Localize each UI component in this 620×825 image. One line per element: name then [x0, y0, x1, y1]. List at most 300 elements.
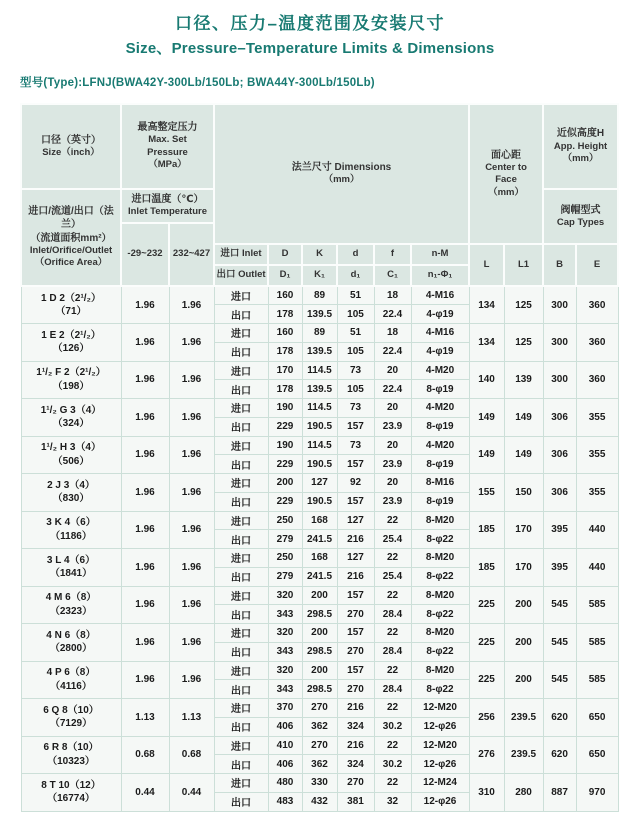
L-cell: 149 — [469, 436, 504, 474]
header-center-to-face: 面心距 Center to Face （mm） — [469, 104, 543, 244]
inlet-f-cell: 22 — [374, 549, 411, 568]
outlet-label-cell: 出口 — [214, 455, 268, 474]
header-col-K1: K₁ — [302, 265, 337, 286]
pressure-range1-cell: 1.13 — [121, 699, 169, 737]
outlet-label-cell: 出口 — [214, 680, 268, 699]
outlet-label-cell: 出口 — [214, 567, 268, 586]
row-inlet — [21, 736, 618, 755]
outlet-label-cell: 出口 — [214, 530, 268, 549]
L1-cell: 149 — [504, 399, 543, 437]
pressure-range2-cell: 1.96 — [169, 286, 214, 324]
inlet-f-cell: 20 — [374, 399, 411, 418]
row-inlet — [21, 474, 618, 493]
header-size: 口径（英寸） Size（inch） — [21, 104, 121, 189]
E-cell: 360 — [576, 286, 618, 324]
outlet-label-cell: 出口 — [214, 305, 268, 324]
pressure-range2-cell: 1.96 — [169, 511, 214, 549]
inlet-label-cell: 进口 — [214, 736, 268, 755]
B-cell: 620 — [543, 736, 576, 774]
B-cell: 300 — [543, 286, 576, 324]
outlet-col1-cell: 241.5 — [302, 567, 337, 586]
inlet-d-cell: 270 — [337, 774, 374, 793]
L-cell: 256 — [469, 699, 504, 737]
outlet-col1-cell: 298.5 — [302, 605, 337, 624]
size-cell: 6 R 8（10） （10323） — [21, 736, 121, 774]
outlet-col4-cell: 8-φ22 — [411, 530, 469, 549]
outlet-col3-cell: 23.9 — [374, 455, 411, 474]
pressure-range2-cell: 1.13 — [169, 699, 214, 737]
L1-cell: 239.5 — [504, 699, 543, 737]
inlet-f-cell: 22 — [374, 661, 411, 680]
pressure-range2-cell: 1.96 — [169, 661, 214, 699]
L1-cell: 200 — [504, 661, 543, 699]
header-app-height: 近似高度H App. Height （mm） — [543, 104, 618, 189]
L-cell: 140 — [469, 361, 504, 399]
outlet-col1-cell: 432 — [302, 792, 337, 811]
inlet-d-cell: 92 — [337, 474, 374, 493]
inlet-n-M-cell: 4-M20 — [411, 436, 469, 455]
outlet-col4-cell: 4-φ19 — [411, 342, 469, 361]
outlet-col0-cell: 229 — [268, 492, 302, 511]
header-col-K: K — [302, 244, 337, 265]
inlet-K-cell: 270 — [302, 736, 337, 755]
header-col-B: B — [543, 244, 576, 286]
L1-cell: 125 — [504, 324, 543, 362]
inlet-f-cell: 22 — [374, 624, 411, 643]
outlet-col1-cell: 190.5 — [302, 455, 337, 474]
pressure-range2-cell: 1.96 — [169, 361, 214, 399]
pressure-range2-cell: 1.96 — [169, 399, 214, 437]
inlet-D-cell: 480 — [268, 774, 302, 793]
header-inlet-label: 进口 Inlet — [214, 244, 268, 265]
outlet-col2-cell: 216 — [337, 530, 374, 549]
inlet-K-cell: 270 — [302, 699, 337, 718]
B-cell: 395 — [543, 549, 576, 587]
outlet-col2-cell: 381 — [337, 792, 374, 811]
pressure-range1-cell: 1.96 — [121, 624, 169, 662]
inlet-n-M-cell: 4-M20 — [411, 399, 469, 418]
E-cell: 650 — [576, 699, 618, 737]
outlet-col1-cell: 139.5 — [302, 342, 337, 361]
size-cell: 1¹/₂ F 2（2¹/₂） （198） — [21, 361, 121, 399]
outlet-col4-cell: 12-φ26 — [411, 755, 469, 774]
L-cell: 185 — [469, 549, 504, 587]
inlet-label-cell: 进口 — [214, 324, 268, 343]
inlet-label-cell: 进口 — [214, 436, 268, 455]
outlet-col3-cell: 30.2 — [374, 717, 411, 736]
B-cell: 887 — [543, 774, 576, 812]
outlet-col0-cell: 178 — [268, 380, 302, 399]
pressure-range2-cell: 0.68 — [169, 736, 214, 774]
outlet-col2-cell: 105 — [337, 380, 374, 399]
header-flange-dimensions: 法兰尺寸 Dimensions （mm） — [214, 104, 469, 244]
inlet-d-cell: 51 — [337, 286, 374, 305]
inlet-D-cell: 370 — [268, 699, 302, 718]
inlet-D-cell: 190 — [268, 399, 302, 418]
row-inlet — [21, 511, 618, 530]
outlet-col1-cell: 298.5 — [302, 680, 337, 699]
inlet-D-cell: 160 — [268, 286, 302, 305]
header-inlet-temperature: 进口温度（℃） Inlet Temperature — [121, 189, 214, 223]
E-cell: 360 — [576, 324, 618, 362]
outlet-col0-cell: 229 — [268, 417, 302, 436]
pressure-range1-cell: 1.96 — [121, 586, 169, 624]
inlet-d-cell: 127 — [337, 511, 374, 530]
outlet-col1-cell: 241.5 — [302, 530, 337, 549]
inlet-f-cell: 20 — [374, 474, 411, 493]
pressure-range1-cell: 1.96 — [121, 661, 169, 699]
L1-cell: 200 — [504, 624, 543, 662]
outlet-col2-cell: 105 — [337, 342, 374, 361]
inlet-label-cell: 进口 — [214, 774, 268, 793]
L1-cell: 280 — [504, 774, 543, 812]
outlet-col2-cell: 216 — [337, 567, 374, 586]
row-inlet — [21, 399, 618, 418]
B-cell: 545 — [543, 661, 576, 699]
L1-cell: 125 — [504, 286, 543, 324]
inlet-d-cell: 157 — [337, 661, 374, 680]
pressure-range2-cell: 1.96 — [169, 324, 214, 362]
outlet-col0-cell: 343 — [268, 642, 302, 661]
table-header — [21, 104, 618, 286]
row-inlet — [21, 699, 618, 718]
B-cell: 545 — [543, 624, 576, 662]
inlet-label-cell: 进口 — [214, 361, 268, 380]
outlet-col2-cell: 157 — [337, 417, 374, 436]
L-cell: 276 — [469, 736, 504, 774]
size-cell: 1¹/₂ H 3（4） （506） — [21, 436, 121, 474]
outlet-col3-cell: 23.9 — [374, 417, 411, 436]
inlet-K-cell: 200 — [302, 624, 337, 643]
inlet-K-cell: 89 — [302, 286, 337, 305]
header-cap-types: 阀帽型式 Cap Types — [543, 189, 618, 244]
E-cell: 355 — [576, 474, 618, 512]
E-cell: 585 — [576, 586, 618, 624]
size-cell: 1 E 2（2¹/₂） （126） — [21, 324, 121, 362]
inlet-d-cell: 73 — [337, 361, 374, 380]
inlet-label-cell: 进口 — [214, 699, 268, 718]
B-cell: 306 — [543, 436, 576, 474]
outlet-col1-cell: 298.5 — [302, 642, 337, 661]
type-line: 型号(Type):LFNJ(BWA42Y-300Lb/150Lb; BWA44Y-300Lb/150Lb) — [20, 77, 375, 89]
inlet-label-cell: 进口 — [214, 511, 268, 530]
outlet-col0-cell: 229 — [268, 455, 302, 474]
outlet-col2-cell: 270 — [337, 680, 374, 699]
inlet-n-M-cell: 8-M20 — [411, 624, 469, 643]
inlet-d-cell: 73 — [337, 436, 374, 455]
outlet-label-cell: 出口 — [214, 492, 268, 511]
pressure-range2-cell: 1.96 — [169, 624, 214, 662]
outlet-col3-cell: 32 — [374, 792, 411, 811]
L-cell: 185 — [469, 511, 504, 549]
row-inlet — [21, 436, 618, 455]
inlet-d-cell: 51 — [337, 324, 374, 343]
outlet-col2-cell: 270 — [337, 605, 374, 624]
inlet-K-cell: 168 — [302, 511, 337, 530]
B-cell: 545 — [543, 586, 576, 624]
outlet-col0-cell: 343 — [268, 605, 302, 624]
outlet-col3-cell: 28.4 — [374, 642, 411, 661]
title-en: Size、Pressure–Temperature Limits & Dimensions — [125, 40, 495, 57]
inlet-f-cell: 22 — [374, 774, 411, 793]
inlet-f-cell: 20 — [374, 436, 411, 455]
outlet-col0-cell: 483 — [268, 792, 302, 811]
inlet-K-cell: 114.5 — [302, 436, 337, 455]
header-col-L: L — [469, 244, 504, 286]
table-body — [21, 286, 618, 811]
L-cell: 155 — [469, 474, 504, 512]
outlet-col1-cell: 139.5 — [302, 380, 337, 399]
outlet-col0-cell: 178 — [268, 342, 302, 361]
header-col-E: E — [576, 244, 618, 286]
outlet-col2-cell: 324 — [337, 717, 374, 736]
L1-cell: 150 — [504, 474, 543, 512]
inlet-f-cell: 18 — [374, 286, 411, 305]
inlet-K-cell: 127 — [302, 474, 337, 493]
outlet-label-cell: 出口 — [214, 792, 268, 811]
outlet-col1-cell: 190.5 — [302, 417, 337, 436]
header-temp-range-1: -29~232 — [121, 223, 169, 286]
outlet-col4-cell: 8-φ22 — [411, 680, 469, 699]
outlet-col3-cell: 28.4 — [374, 605, 411, 624]
page-title — [0, 0, 620, 58]
size-cell: 1 D 2（2¹/₂） （71） — [21, 286, 121, 324]
inlet-f-cell: 22 — [374, 699, 411, 718]
outlet-label-cell: 出口 — [214, 605, 268, 624]
inlet-f-cell: 22 — [374, 586, 411, 605]
header-outlet-label: 出口 Outlet — [214, 265, 268, 286]
inlet-label-cell: 进口 — [214, 586, 268, 605]
row-inlet — [21, 624, 618, 643]
inlet-D-cell: 320 — [268, 586, 302, 605]
inlet-n-M-cell: 12-M20 — [411, 736, 469, 755]
size-cell: 8 T 10（12） （16774） — [21, 774, 121, 812]
inlet-D-cell: 320 — [268, 624, 302, 643]
inlet-n-M-cell: 8-M20 — [411, 661, 469, 680]
E-cell: 355 — [576, 399, 618, 437]
pressure-range1-cell: 1.96 — [121, 511, 169, 549]
outlet-col3-cell: 23.9 — [374, 492, 411, 511]
outlet-col2-cell: 105 — [337, 305, 374, 324]
inlet-n-M-cell: 8-M16 — [411, 474, 469, 493]
L-cell: 149 — [469, 399, 504, 437]
pressure-range1-cell: 1.96 — [121, 361, 169, 399]
inlet-K-cell: 168 — [302, 549, 337, 568]
outlet-col1-cell: 139.5 — [302, 305, 337, 324]
B-cell: 395 — [543, 511, 576, 549]
outlet-col4-cell: 8-φ19 — [411, 380, 469, 399]
E-cell: 360 — [576, 361, 618, 399]
E-cell: 970 — [576, 774, 618, 812]
L-cell: 225 — [469, 661, 504, 699]
inlet-n-M-cell: 4-M16 — [411, 286, 469, 305]
inlet-D-cell: 410 — [268, 736, 302, 755]
outlet-col4-cell: 4-φ19 — [411, 305, 469, 324]
inlet-n-M-cell: 4-M16 — [411, 324, 469, 343]
outlet-col4-cell: 8-φ19 — [411, 492, 469, 511]
pressure-range2-cell: 1.96 — [169, 474, 214, 512]
inlet-D-cell: 250 — [268, 511, 302, 530]
inlet-n-M-cell: 8-M20 — [411, 511, 469, 530]
L1-cell: 239.5 — [504, 736, 543, 774]
header-col-D1: D₁ — [268, 265, 302, 286]
header-col-d1: d₁ — [337, 265, 374, 286]
title-zh: 口径、压力–温度范围及安装尺寸 — [175, 14, 445, 33]
row-inlet — [21, 286, 618, 305]
outlet-col4-cell: 8-φ22 — [411, 642, 469, 661]
outlet-label-cell: 出口 — [214, 717, 268, 736]
outlet-label-cell: 出口 — [214, 417, 268, 436]
size-cell: 3 K 4（6） （1186） — [21, 511, 121, 549]
row-inlet — [21, 774, 618, 793]
inlet-D-cell: 250 — [268, 549, 302, 568]
L-cell: 310 — [469, 774, 504, 812]
outlet-col2-cell: 157 — [337, 455, 374, 474]
inlet-label-cell: 进口 — [214, 286, 268, 305]
L1-cell: 139 — [504, 361, 543, 399]
E-cell: 585 — [576, 661, 618, 699]
inlet-n-M-cell: 12-M20 — [411, 699, 469, 718]
outlet-col4-cell: 12-φ26 — [411, 792, 469, 811]
header-col-D: D — [268, 244, 302, 265]
size-cell: 6 Q 8（10） （7129） — [21, 699, 121, 737]
inlet-d-cell: 73 — [337, 399, 374, 418]
inlet-d-cell: 157 — [337, 624, 374, 643]
inlet-label-cell: 进口 — [214, 474, 268, 493]
inlet-d-cell: 216 — [337, 699, 374, 718]
L1-cell: 170 — [504, 511, 543, 549]
header-inlet-orifice-outlet: 进口/流道/出口（法兰） （流道面积mm²） Inlet/Orifice/Outlet （Orifice Area） — [21, 189, 121, 286]
L1-cell: 149 — [504, 436, 543, 474]
outlet-col2-cell: 270 — [337, 642, 374, 661]
header-max-set-pressure: 最高整定压力 Max. Set Pressure （MPa） — [121, 104, 214, 189]
pressure-range1-cell: 1.96 — [121, 286, 169, 324]
L-cell: 134 — [469, 286, 504, 324]
pressure-range2-cell: 0.44 — [169, 774, 214, 812]
row-inlet — [21, 361, 618, 380]
outlet-col4-cell: 8-φ22 — [411, 567, 469, 586]
L-cell: 134 — [469, 324, 504, 362]
inlet-K-cell: 114.5 — [302, 399, 337, 418]
header-col-nM: n-M — [411, 244, 469, 265]
outlet-col2-cell: 157 — [337, 492, 374, 511]
outlet-col3-cell: 25.4 — [374, 530, 411, 549]
inlet-n-M-cell: 8-M20 — [411, 586, 469, 605]
outlet-col0-cell: 178 — [268, 305, 302, 324]
L-cell: 225 — [469, 624, 504, 662]
header-col-n1phi1: n₁-Φ₁ — [411, 265, 469, 286]
outlet-col1-cell: 362 — [302, 717, 337, 736]
outlet-col4-cell: 8-φ19 — [411, 455, 469, 474]
size-cell: 2 J 3（4） （830） — [21, 474, 121, 512]
outlet-col3-cell: 30.2 — [374, 755, 411, 774]
B-cell: 306 — [543, 474, 576, 512]
row-inlet — [21, 549, 618, 568]
inlet-K-cell: 114.5 — [302, 361, 337, 380]
pressure-range1-cell: 1.96 — [121, 436, 169, 474]
inlet-f-cell: 18 — [374, 324, 411, 343]
outlet-col0-cell: 279 — [268, 530, 302, 549]
L1-cell: 200 — [504, 586, 543, 624]
inlet-label-cell: 进口 — [214, 549, 268, 568]
B-cell: 300 — [543, 324, 576, 362]
inlet-K-cell: 330 — [302, 774, 337, 793]
header-col-f: f — [374, 244, 411, 265]
header-temp-range-2: 232~427 — [169, 223, 214, 286]
B-cell: 306 — [543, 399, 576, 437]
outlet-label-cell: 出口 — [214, 380, 268, 399]
pressure-range1-cell: 1.96 — [121, 399, 169, 437]
outlet-label-cell: 出口 — [214, 342, 268, 361]
outlet-col3-cell: 28.4 — [374, 680, 411, 699]
pressure-range1-cell: 1.96 — [121, 549, 169, 587]
spec-table — [20, 103, 619, 812]
inlet-D-cell: 320 — [268, 661, 302, 680]
outlet-col3-cell: 22.4 — [374, 342, 411, 361]
outlet-col3-cell: 22.4 — [374, 380, 411, 399]
inlet-label-cell: 进口 — [214, 399, 268, 418]
inlet-d-cell: 216 — [337, 736, 374, 755]
inlet-D-cell: 160 — [268, 324, 302, 343]
inlet-f-cell: 22 — [374, 511, 411, 530]
outlet-label-cell: 出口 — [214, 755, 268, 774]
outlet-col4-cell: 12-φ26 — [411, 717, 469, 736]
inlet-n-M-cell: 12-M24 — [411, 774, 469, 793]
pressure-range1-cell: 1.96 — [121, 474, 169, 512]
size-cell: 3 L 4（6） （1841） — [21, 549, 121, 587]
header-col-d: d — [337, 244, 374, 265]
header-col-L1: L1 — [504, 244, 543, 286]
inlet-d-cell: 157 — [337, 586, 374, 605]
row-inlet — [21, 324, 618, 343]
outlet-label-cell: 出口 — [214, 642, 268, 661]
pressure-range1-cell: 0.68 — [121, 736, 169, 774]
outlet-col4-cell: 8-φ22 — [411, 605, 469, 624]
E-cell: 650 — [576, 736, 618, 774]
inlet-label-cell: 进口 — [214, 624, 268, 643]
outlet-col0-cell: 343 — [268, 680, 302, 699]
row-inlet — [21, 661, 618, 680]
outlet-col3-cell: 25.4 — [374, 567, 411, 586]
pressure-range1-cell: 1.96 — [121, 324, 169, 362]
size-cell: 4 N 6（8） （2800） — [21, 624, 121, 662]
inlet-n-M-cell: 4-M20 — [411, 361, 469, 380]
pressure-range2-cell: 1.96 — [169, 586, 214, 624]
L1-cell: 170 — [504, 549, 543, 587]
row-inlet — [21, 586, 618, 605]
inlet-K-cell: 200 — [302, 661, 337, 680]
outlet-col3-cell: 22.4 — [374, 305, 411, 324]
outlet-col0-cell: 406 — [268, 717, 302, 736]
pressure-range1-cell: 0.44 — [121, 774, 169, 812]
outlet-col1-cell: 190.5 — [302, 492, 337, 511]
pressure-range2-cell: 1.96 — [169, 549, 214, 587]
size-cell: 1¹/₂ G 3（4） （324） — [21, 399, 121, 437]
inlet-D-cell: 170 — [268, 361, 302, 380]
size-cell: 4 P 6（8） （4116） — [21, 661, 121, 699]
inlet-f-cell: 22 — [374, 736, 411, 755]
E-cell: 355 — [576, 436, 618, 474]
outlet-col4-cell: 8-φ19 — [411, 417, 469, 436]
pressure-range2-cell: 1.96 — [169, 436, 214, 474]
E-cell: 440 — [576, 511, 618, 549]
inlet-K-cell: 200 — [302, 586, 337, 605]
outlet-col2-cell: 324 — [337, 755, 374, 774]
inlet-d-cell: 127 — [337, 549, 374, 568]
header-col-C1: C₁ — [374, 265, 411, 286]
inlet-f-cell: 20 — [374, 361, 411, 380]
inlet-D-cell: 200 — [268, 474, 302, 493]
